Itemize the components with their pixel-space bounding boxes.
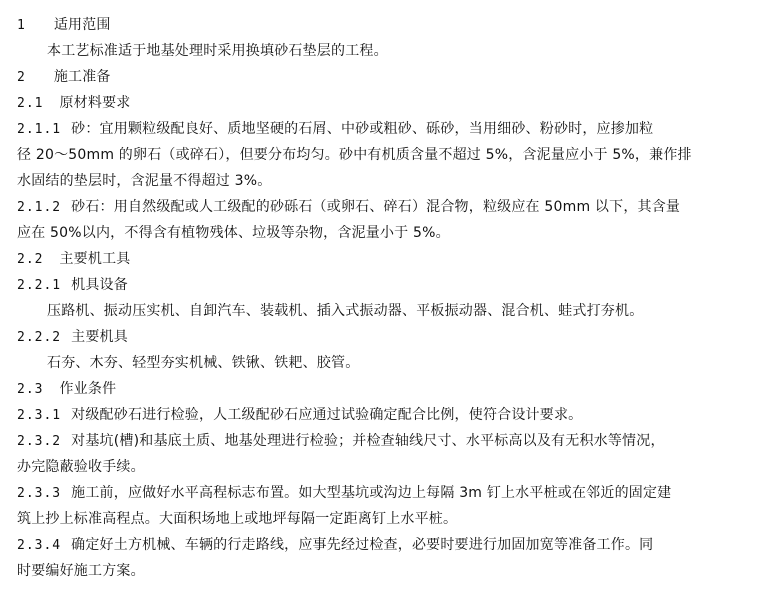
body-text	[17, 298, 765, 324]
paragraph-text: 径 20～50mm 的卵石（或碎石），但要分布均匀。砂中有机质含量不超过 5%，含泥量应小于 5%，兼作排	[17, 147, 692, 163]
paragraph-text: 石夯、木夯、轻型夯实机械、铁锹、铁耙、胶管。	[47, 355, 360, 371]
clause-2-3-2-line-1	[17, 428, 765, 454]
clause-2-1-2-line-1	[17, 194, 765, 220]
paragraph-text: 筑上抄上标准高程点。大面积场地上或地坪每隔一定距离钉上水平桩。	[17, 511, 458, 527]
paragraph-text: 本工艺标准适于地基处理时采用换填砂石垫层的工程。	[47, 43, 388, 59]
heading-2-2-1	[17, 272, 765, 298]
section-number: 2.3.1	[17, 408, 62, 423]
paragraph-text: 压路机、振动压实机、自卸汽车、装载机、插入式振动器、平板振动器、混合机、蛙式打夯机。	[47, 303, 644, 319]
body-text	[17, 350, 765, 376]
section-title: 机具设备	[71, 277, 128, 293]
clause-2-1-1-line-1	[17, 116, 765, 142]
section-title: 作业条件	[59, 381, 117, 397]
body-text	[17, 38, 765, 64]
section-number: 2.1.1	[17, 122, 62, 137]
paragraph-text: 砂：宜用颗粒级配良好、质地坚硬的石屑、中砂或粗砂、砾砂，当用细砂、粉砂时，应掺加粒	[71, 121, 654, 137]
clause-2-1-1-line-3	[17, 168, 765, 194]
section-number: 2.3.2	[17, 434, 62, 449]
paragraph-text: 对级配砂石进行检验，人工级配砂石应通过试验确定配合比例，使符合设计要求。	[71, 407, 583, 423]
section-title: 施工准备	[53, 69, 111, 85]
clause-2-3-4-line-1	[17, 532, 765, 558]
paragraph-text: 时要编好施工方案。	[17, 563, 145, 579]
paragraph-text: 应在 50%以内，不得含有植物残体、垃圾等杂物，含泥量小于 5%。	[17, 225, 450, 241]
clause-2-3-3-line-2	[17, 506, 765, 532]
paragraph-text: 砂石：用自然级配或人工级配的砂砾石（或卵石、碎石）混合物，粒级应在 50mm 以下，其含量	[71, 199, 681, 215]
paragraph-text: 对基坑(槽)和基底土质、地基处理进行检验；并检查轴线尺寸、水平标高以及有无积水等情况，	[71, 433, 665, 449]
section-number: 2.2.1	[17, 278, 62, 293]
paragraph-text: 办完隐蔽验收手续。	[17, 459, 145, 475]
paragraph-text: 施工前，应做好水平高程标志布置。如大型基坑或沟边上每隔 3m 钉上水平桩或在邻近的固定建	[71, 485, 672, 501]
clause-2-3-4-line-2	[17, 558, 765, 584]
section-number: 2.1.2	[17, 200, 62, 215]
section-title: 原材料要求	[59, 95, 131, 111]
section-number: 2.2	[17, 252, 44, 267]
section-number: 2.3	[17, 382, 44, 397]
clause-2-3-3-line-1	[17, 480, 765, 506]
section-number: 1	[17, 18, 26, 33]
heading-2	[17, 64, 765, 90]
section-title: 适用范围	[53, 17, 111, 33]
heading-2-3	[17, 376, 765, 402]
heading-2-2	[17, 246, 765, 272]
section-number: 2.1	[17, 96, 44, 111]
section-number: 2.2.2	[17, 330, 62, 345]
paragraph-text: 确定好土方机械、车辆的行走路线，应事先经过检查，必要时要进行加固加宽等准备工作。同	[71, 537, 654, 553]
heading-2-1	[17, 90, 765, 116]
paragraph-text: 水固结的垫层时，含泥量不得超过 3%。	[17, 173, 272, 189]
clause-2-1-2-line-2	[17, 220, 765, 246]
section-number: 2.3.3	[17, 486, 62, 501]
section-title: 主要机工具	[59, 251, 131, 267]
clause-2-1-1-line-2	[17, 142, 765, 168]
section-number: 2	[17, 70, 26, 85]
section-title: 主要机具	[71, 329, 128, 345]
clause-2-3-1	[17, 402, 765, 428]
heading-2-2-2	[17, 324, 765, 350]
clause-2-3-2-line-2	[17, 454, 765, 480]
section-number: 2.3.4	[17, 538, 62, 553]
heading-1	[17, 12, 765, 38]
